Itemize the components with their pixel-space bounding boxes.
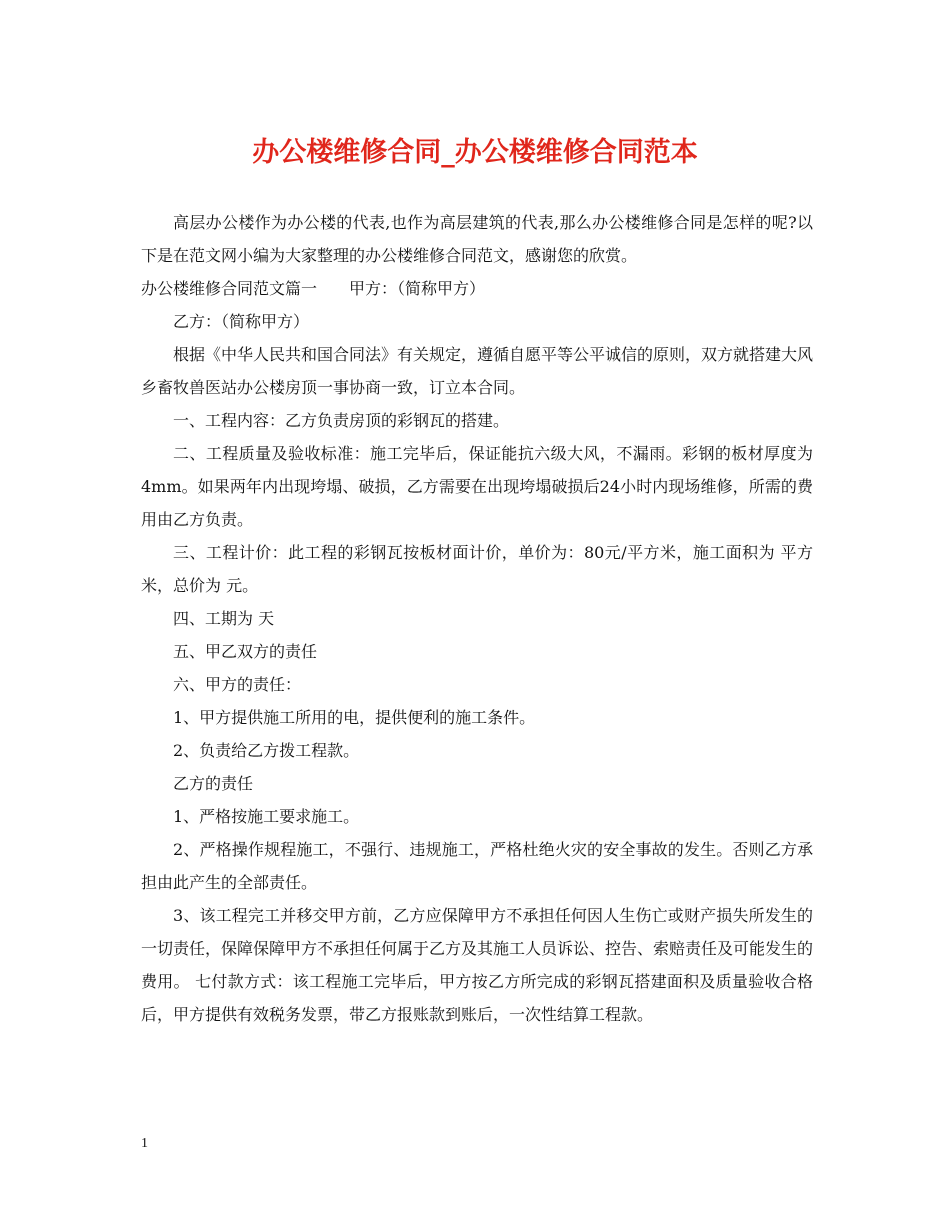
paragraph-party-a-duty-2: 2、负责给乙方拨工程款。 <box>173 741 360 760</box>
paragraph-party-a: 办公楼维修合同范文篇一 甲方：（简称甲方） <box>141 279 486 298</box>
document-body <box>141 206 813 1031</box>
paragraph-intro: 高层办公楼作为办公楼的代表,也作为高层建筑的代表,那么办公楼维修合同是怎样的呢?以下是在范文网小编为大家整理的办公楼维修合同范文，感谢您的欣赏。 <box>141 213 813 265</box>
paragraph-party-b: 乙方：（简称甲方） <box>173 312 310 331</box>
paragraph-party-b-heading: 乙方的责任 <box>173 774 254 793</box>
document-title: 办公楼维修合同_办公楼维修合同范本 <box>252 137 698 168</box>
paragraph-basis: 根据《中华人民共和国合同法》有关规定，遵循自愿平等公平诚信的原则，双方就搭建大风乡畜牧兽医站办公楼房顶一事协商一致，订立本合同。 <box>141 345 814 397</box>
paragraph-clause-2: 二、工程质量及验收标准：施工完毕后，保证能抗六级大风，不漏雨。彩钢的板材厚度为4mm。如果两年内出现垮塌、破损，乙方需要在出现垮塌破损后24小时内现场维修，所需的费用由乙方负责。 <box>141 444 813 529</box>
paragraph-clause-5: 五、甲乙双方的责任 <box>173 642 318 661</box>
paragraph-party-b-duty-2: 2、严格操作规程施工，不强行、违规施工，严格杜绝火灾的安全事故的发生。否则乙方承担由此产生的全部责任。 <box>141 840 813 892</box>
paragraph-clause-1: 一、工程内容：乙方负责房顶的彩钢瓦的搭建。 <box>173 411 510 430</box>
paragraph-party-b-duty-1: 1、严格按施工要求施工。 <box>173 807 360 826</box>
paragraph-clause-4: 四、工期为 天 <box>173 609 275 628</box>
page-number: 1 <box>141 1136 148 1151</box>
paragraph-party-b-duty-3: 3、该工程完工并移交甲方前，乙方应保障甲方不承担任何因人生伤亡或财产损失所发生的一切责任，保障保障甲方不承担任何属于乙方及其施工人员诉讼、控告、索赔责任及可能发生的费用。 七付款方式：该工程施工完毕后，甲方按乙方所完成的彩钢瓦搭建面积及质量验收合格后，甲方提供有效税务发票，带乙方报账款到账后，一次性结算工程款。 <box>141 906 814 1024</box>
paragraph-party-a-duty-1: 1、甲方提供施工所用的电，提供便利的施工条件。 <box>173 708 536 727</box>
paragraph-clause-3: 三、工程计价：此工程的彩钢瓦按板材面计价，单价为：80元/平方米，施工面积为 平方米，总价为 元。 <box>141 543 813 595</box>
paragraph-clause-6: 六、甲方的责任： <box>173 675 302 694</box>
